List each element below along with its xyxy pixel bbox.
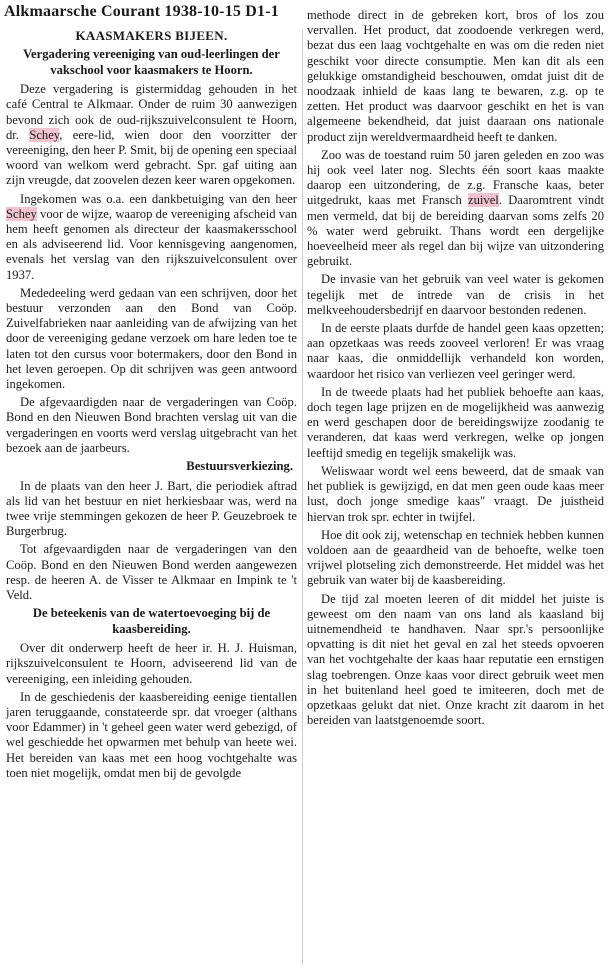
right-column	[307, 8, 604, 731]
paragraph: Tot afgevaardigden naar de vergaderingen van den Coöp. Bond en den Nieuwen Bond werden aangewezen resp. de heeren A. de Visser te Alkmaar en Impink te 't Veld.	[6, 542, 297, 602]
column-divider	[302, 30, 303, 965]
paragraph: Deze vergadering is gistermiddag gehouden in het café Central te Alkmaar. Onder de ruim 30 aanwezigen bevond zich ook de oud-rijkszuivelconsulent te Hoorn, dr. Schey, eere-lid, wien door den voorzitter der vereeniging, den heer P. Smit, bij de opening een speciaal woord van welkom werd gebracht. Spr. gaf uiting aan zijn vreugde, dat zoovelen dezen keer waren opgekomen.	[6, 82, 297, 188]
paragraph: De afgevaardigden naar de vergaderingen van Coöp. Bond en den Nieuwen Bond brachten verslag uit van die vergaderingen en voorts werd verslag uitgebracht van het bezoek aan de jaarbeurs.	[6, 395, 297, 455]
paragraph: Mededeeling werd gedaan van een schrijven, door het bestuur verzonden aan den Bond van Coöp. Zuivelfabrieken naar aanleiding van de afwijzing van het door de vereeniging gedane verzoek om hare leden toe te laten tot den cursus voor botermakers, door den Bond in het leven geroepen. Op dit schrijven was geen antwoord ingekomen.	[6, 285, 297, 392]
paragraph: methode direct in de gebreken kort, bros of los zou vervallen. Het product, dat zoodoende verkregen werd, bezat dus een laag vochtgehalte en was om die reden niet geschikt voor directe consumptie. Men kan dit als een gelukkige omstandigheid beschouwen, omdat juist dit de noodzaak inhield de kaas lang te bewaren, z.g. op te zetten. Het product was daarvoor geschikt en het is van algemeene bekendheid, dat juist daaraan ons nationale product zijn wereldvermaardheid heeft te danken.	[307, 8, 604, 144]
paragraph: De invasie van het gebruik van veel water is gekomen tegelijk met de intrede van de crisis in het melkveehoudersbedrijf en daarvoor bestonden redenen.	[307, 272, 604, 317]
paragraph: Weliswaar wordt wel eens beweerd, dat de smaak van het publiek is gewijzigd, en dat men geen oude kaas meer lust, doch jonge smedige kaas" vraagt. De juistheid hiervan trok spr. echter in twijfel.	[307, 463, 604, 524]
paragraph: Zoo was de toestand ruim 50 jaren geleden en zoo was hij ook veel later nog. Slechts één soort kaas maakte daarop een uitzondering, de z.g. Fransche kaas, beter uitgedrukt, kaas met Fransch zuivel. Daaromtrent vindt men vermeld, dat bij de bereiding daarvan soms zelfs 20 % water werd gebruikt. Thans wordt een dergelijke hoeveelheid meer als regel dan bij wijze van uitzondering gebruikt.	[307, 147, 604, 269]
paragraph: In de geschiedenis der kaasbereiding eenige tientallen jaren teruggaande, constateerde spr. dat vroeger (althans voor Edammer) in 't geheel geen water werd gebezigd, of wel geschiedde het opwarmen met behulp van heete wei. Het bereiden van kaas met een hoog vochtgehalte was toen niet mogelijk, omdat men bij de gevolgde	[6, 689, 297, 780]
article-subtitle: Vergadering vereeniging van oud-leerlingen der vakschool voor kaasmakers te Hoorn.	[23, 47, 280, 77]
section-heading: De beteekenis van de watertoevoeging bij de kaasbereiding.	[32, 606, 271, 636]
paragraph: In de eerste plaats durfde de handel geen kaas opzetten; aan opzetkaas was reeds zooveel verloren! Er was vraag naar kaas, die onmiddellijk verhandeld kon worden, waardoor het risico van verliezen veel geringer werd.	[307, 321, 604, 381]
paragraph: Over dit onderwerp heeft de heer ir. H. J. Huisman, rijkszuivelconsulent te Hoorn, adviseerend lid van de vereeniging, een inleiding gehouden.	[6, 641, 297, 686]
section-heading: Bestuursverkiezing.	[186, 459, 293, 474]
paragraph: In de tweede plaats had het publiek behoefte aan kaas, doch tegen lage prijzen en de mogelijkheid was aanwezig en werd geschapen door de bereidingswijze zoodanig te veranderen, dat kaas werd verkregen, welke op jongen leeftijd smedig en tegelijk smakelijk was.	[307, 384, 604, 460]
newspaper-header: Alkmaarsche Courant 1938-10-15 D1-1	[4, 3, 279, 20]
paragraph: In de plaats van den heer J. Bart, die periodiek aftrad als lid van het bestuur en niet herkiesbaar was, werd na twee vrije stemmingen gekozen de heer P. Geuzebroek te Burgerbrug.	[6, 478, 297, 539]
left-column	[6, 26, 297, 784]
paragraph: Ingekomen was o.a. een dankbetuiging van den heer Schey voor de wijze, waarop de vereeniging afscheid van hem heeft genomen als directeur der kaasmakersschool en als adviseerend lid. Voor kennisgeving aangenomen, evenals het verslag van den rijkszuivelconsulent over 1937.	[6, 191, 297, 282]
paragraph: Hoe dit ook zij, wetenschap en techniek hebben kunnen voldoen aan de geaardheid van de behoefte, welke toen vrijwel plotseling zich demonstreerde. Het middel was het gebruik van water bij de kaasbereiding.	[307, 527, 604, 588]
paragraph: De tijd zal moeten leeren of dit middel het juiste is geweest om den naam van ons land als kaasland bij uitnemendheid te handhaven. Naar spr.'s persoonlijke opvatting is dit niet het geval en zal het steeds opvoeren van het vochtgehalte der kaas haar reputatie een ernstigen slag toebrengen. Onze kaas voor direct gebruik weet men in het buitenland heel goed te imiteeren, doch met de opzetkaas gelukt dat niet. Onze kracht zit daarom in het bereiden van laatstgenoemde soort.	[307, 591, 604, 728]
article-title: KAASMAKERS BIJEEN.	[75, 28, 228, 43]
